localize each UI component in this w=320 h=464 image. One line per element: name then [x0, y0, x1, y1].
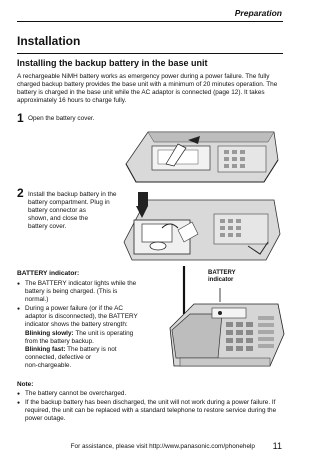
title-rule [17, 53, 283, 54]
note-heading: Note: [17, 381, 34, 388]
intro-paragraph: A rechargeable NiMH battery works as emergency power during a power failure. The fully charged backup battery provides the base unit with a minimum of 20 minutes operation. The battery is charged in the base unit while the AC adaptor is connected (page 12). It takes approximately 16 hours to charge fully. [17, 73, 278, 105]
list-item: ● If the backup battery has been discharged, the unit will not work during a power failure. If required, the unit can be replaced with a standard telephone to restore service during the power outage. [17, 399, 287, 423]
battery-install-illustration [118, 184, 286, 264]
list-item: ● During a power failure (or if the AC adaptor is disconnected), the BATTERY indicator shows the battery strength: Blinking slowly: The unit is operating from the battery backup. Blinking fast: The battery is not connected, defective or non-chargeable. [17, 305, 157, 370]
header-rule [17, 21, 283, 22]
page-number: 11 [272, 441, 282, 451]
battery-indicator-callout: BATTERY indicator [208, 270, 236, 283]
list-item: ● The battery cannot be overcharged. [17, 390, 287, 398]
base-unit-illustration [160, 258, 288, 372]
step-2-text: Install the backup battery in the battery compartment. Plug in battery connector as shown, and close the battery cover. [28, 191, 117, 230]
battery-cover-illustration [118, 120, 286, 188]
section-subheading: Installing the backup battery in the base unit [17, 58, 208, 68]
page-title: Installation [17, 34, 81, 48]
battery-indicator-list [17, 280, 157, 371]
list-item: ● The BATTERY indicator lights while the battery is being charged. (This is normal.) [17, 280, 157, 304]
step-2-number: 2 [17, 186, 24, 200]
battery-indicator-heading: BATTERY indicator: [17, 270, 80, 277]
note-list [17, 390, 287, 424]
footer-help-text: For assistance, please visit http://www.panasonic.com/phonehelp [70, 443, 255, 450]
step-1-number: 1 [17, 111, 24, 125]
step-1-text: Open the battery cover. [28, 115, 95, 122]
section-label: Preparation [234, 8, 282, 18]
